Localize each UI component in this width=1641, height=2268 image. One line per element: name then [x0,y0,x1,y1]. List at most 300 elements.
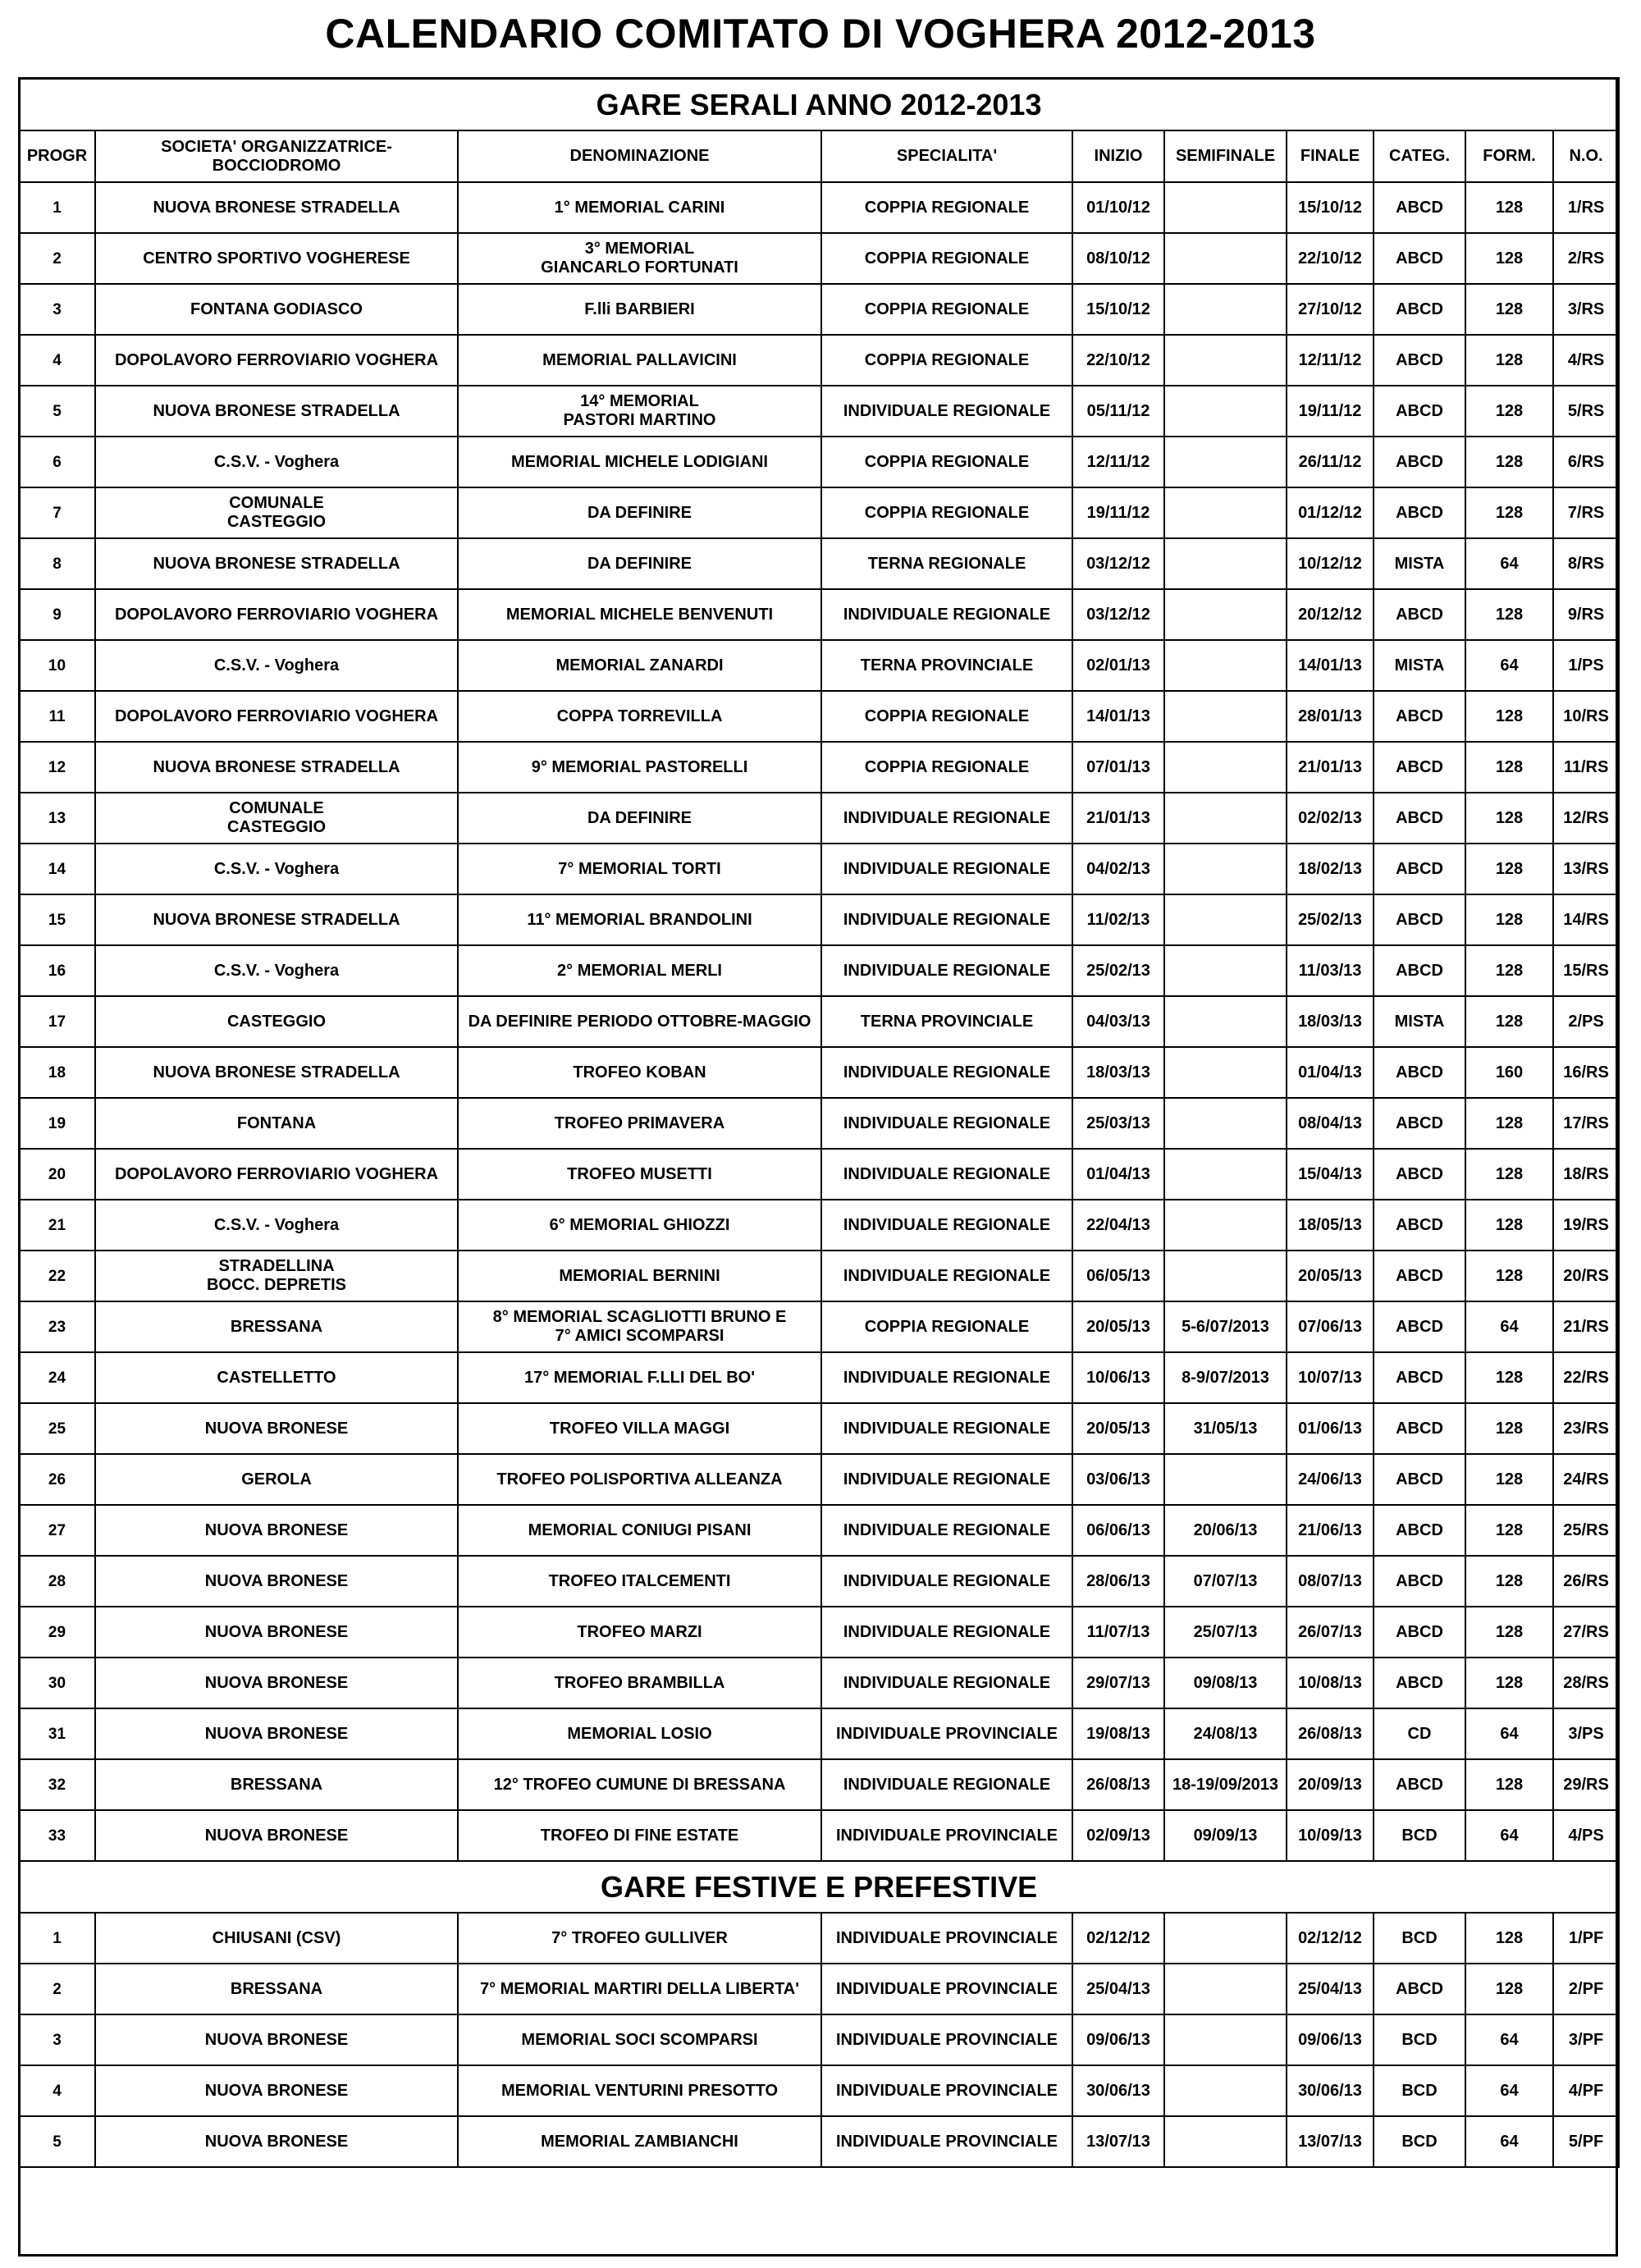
cell-specialita: INDIVIDUALE REGIONALE [821,386,1072,437]
cell-denominazione-line: 11° MEMORIAL BRANDOLINI [527,910,752,929]
cell-denominazione-line: 3° MEMORIAL [584,240,695,258]
cell-progr: 13 [19,793,95,844]
cell-no: 25/RS [1553,1505,1619,1556]
cell-inizio: 25/03/13 [1072,1098,1164,1149]
cell-denominazione-line: DA DEFINIRE [587,808,693,827]
cell-no: 16/RS [1553,1047,1619,1098]
cell-form: 160 [1465,1047,1553,1098]
cell-finale: 11/03/13 [1287,945,1374,996]
cell-form: 128 [1465,1251,1553,1301]
cell-societa-line: C.S.V. - Voghera [213,1215,340,1234]
cell-no: 17/RS [1553,1098,1619,1149]
cell-finale: 27/10/12 [1287,284,1374,335]
cell-form: 128 [1465,1403,1553,1454]
section-title-festive-text: GARE FESTIVE E PREFESTIVE [19,1861,1619,1913]
cell-categ: BCD [1374,2116,1465,2167]
cell-finale: 18/03/13 [1287,996,1374,1047]
cell-progr: 22 [19,1251,95,1301]
cell-denominazione-line: DA DEFINIRE PERIODO OTTOBRE-MAGGIO [468,1012,811,1031]
cell-progr: 5 [19,2116,95,2167]
cell-inizio: 20/05/13 [1072,1301,1164,1352]
cell-progr: 12 [19,742,95,793]
cell-no: 2/RS [1553,233,1619,284]
cell-form: 128 [1465,284,1553,335]
cell-progr: 32 [19,1759,95,1810]
cell-no: 4/RS [1553,335,1619,386]
cell-finale: 01/04/13 [1287,1047,1374,1098]
cell-specialita: INDIVIDUALE REGIONALE [821,1403,1072,1454]
cell-societa-line: NUOVA BRONESE [204,1622,349,1641]
cell-specialita: COPPIA REGIONALE [821,182,1072,233]
cell-specialita: TERNA REGIONALE [821,538,1072,589]
cell-societa-line: BRESSANA [230,1775,323,1794]
cell-inizio: 06/05/13 [1072,1251,1164,1301]
cell-denominazione-line: TROFEO PRIMAVERA [554,1113,725,1132]
cell-denominazione-line: MEMORIAL MICHELE LODIGIANI [511,452,768,471]
cell-societa-line: NUOVA BRONESE STRADELLA [153,910,400,929]
cell-progr: 3 [19,284,95,335]
cell-specialita: INDIVIDUALE REGIONALE [821,1200,1072,1251]
cell-no: 1/RS [1553,182,1619,233]
cell-inizio: 30/06/13 [1072,2065,1164,2116]
cell-form: 128 [1465,182,1553,233]
cell-form: 128 [1465,894,1553,945]
cell-semifinale: 18-19/09/2013 [1164,1759,1287,1810]
cell-inizio: 29/07/13 [1072,1658,1164,1708]
cell-inizio: 20/05/13 [1072,1403,1164,1454]
cell-categ: ABCD [1374,1556,1465,1607]
cell-denominazione-line: TROFEO MARZI [577,1622,702,1641]
cell-specialita: COPPIA REGIONALE [821,1301,1072,1352]
cell-societa-line: FONTANA [236,1113,317,1132]
cell-categ: ABCD [1374,1301,1465,1352]
cell-form: 128 [1465,1964,1553,2014]
cell-form: 64 [1465,640,1553,691]
cell-no: 15/RS [1553,945,1619,996]
cell-inizio: 25/02/13 [1072,945,1164,996]
cell-finale: 24/06/13 [1287,1454,1374,1505]
cell-categ: ABCD [1374,1454,1465,1505]
cell-denominazione-line: 1° MEMORIAL CARINI [554,198,725,217]
cell-progr: 8 [19,538,95,589]
cell-societa-line: COMUNALE [229,799,324,817]
cell-finale: 09/06/13 [1287,2014,1374,2065]
cell-societa-line: C.S.V. - Voghera [213,452,340,471]
cell-categ: BCD [1374,1913,1465,1964]
cell-progr: 14 [19,844,95,894]
cell-inizio: 04/03/13 [1072,996,1164,1047]
header-finale: FINALE [1287,130,1374,182]
cell-progr: 9 [19,589,95,640]
cell-societa-line: NUOVA BRONESE [204,1571,349,1590]
cell-inizio: 01/10/12 [1072,182,1164,233]
cell-progr: 24 [19,1352,95,1403]
cell-finale: 02/02/13 [1287,793,1374,844]
cell-finale: 21/06/13 [1287,1505,1374,1556]
cell-inizio: 03/12/12 [1072,538,1164,589]
cell-specialita: COPPIA REGIONALE [821,437,1072,487]
cell-societa-line: BRESSANA [230,1979,323,1998]
cell-no: 3/PF [1553,2014,1619,2065]
cell-finale: 12/11/12 [1287,335,1374,386]
cell-semifinale: 20/06/13 [1164,1505,1287,1556]
cell-inizio: 10/06/13 [1072,1352,1164,1403]
cell-form: 128 [1465,1149,1553,1200]
cell-denominazione-line: 8° MEMORIAL SCAGLIOTTI BRUNO E [492,1308,787,1326]
cell-finale: 10/07/13 [1287,1352,1374,1403]
cell-semifinale: 5-6/07/2013 [1164,1301,1287,1352]
cell-denominazione-line: 7° MEMORIAL MARTIRI DELLA LIBERTA' [479,1979,800,1998]
cell-categ: ABCD [1374,894,1465,945]
cell-no: 1/PF [1553,1913,1619,1964]
cell-form: 128 [1465,996,1553,1047]
cell-categ: ABCD [1374,1251,1465,1301]
cell-progr: 29 [19,1607,95,1658]
cell-denominazione-line: TROFEO DI FINE ESTATE [540,1826,739,1845]
cell-finale: 26/08/13 [1287,1708,1374,1759]
cell-inizio: 02/01/13 [1072,640,1164,691]
cell-inizio: 15/10/12 [1072,284,1164,335]
cell-finale: 26/11/12 [1287,437,1374,487]
cell-progr: 26 [19,1454,95,1505]
cell-denominazione-line: DA DEFINIRE [587,503,693,522]
cell-denominazione-line: 7° MEMORIAL TORTI [558,859,721,878]
cell-progr: 15 [19,894,95,945]
cell-no: 1/PS [1553,640,1619,691]
header-semifinale: SEMIFINALE [1164,130,1287,182]
cell-no: 3/PS [1553,1708,1619,1759]
cell-societa-line: NUOVA BRONESE STRADELLA [153,757,400,776]
cell-societa-line: C.S.V. - Voghera [213,656,340,674]
cell-semifinale: 24/08/13 [1164,1708,1287,1759]
cell-specialita: COPPIA REGIONALE [821,284,1072,335]
cell-no: 13/RS [1553,844,1619,894]
cell-form: 128 [1465,945,1553,996]
cell-no: 4/PF [1553,2065,1619,2116]
cell-progr: 6 [19,437,95,487]
cell-no: 8/RS [1553,538,1619,589]
cell-progr: 4 [19,2065,95,2116]
cell-categ: BCD [1374,1810,1465,1861]
cell-denominazione-line: MEMORIAL CONIUGI PISANI [528,1520,752,1539]
cell-societa-line: CASTEGGIO [226,1012,326,1031]
cell-denominazione-line: 6° MEMORIAL GHIOZZI [549,1215,730,1234]
cell-no: 24/RS [1553,1454,1619,1505]
cell-form: 64 [1465,2065,1553,2116]
cell-progr: 28 [19,1556,95,1607]
cell-societa-line: NUOVA BRONESE STRADELLA [153,401,400,420]
cell-inizio: 02/09/13 [1072,1810,1164,1861]
cell-denominazione-line: TROFEO BRAMBILLA [554,1673,725,1692]
cell-inizio: 03/06/13 [1072,1454,1164,1505]
cell-form: 64 [1465,2116,1553,2167]
table-frame [18,77,1618,2257]
cell-progr: 1 [19,1913,95,1964]
cell-categ: ABCD [1374,1149,1465,1200]
cell-form: 128 [1465,742,1553,793]
cell-inizio: 13/07/13 [1072,2116,1164,2167]
cell-progr: 20 [19,1149,95,1200]
cell-specialita: INDIVIDUALE REGIONALE [821,1759,1072,1810]
cell-form: 128 [1465,1352,1553,1403]
cell-inizio: 06/06/13 [1072,1505,1164,1556]
cell-inizio: 02/12/12 [1072,1913,1164,1964]
cell-no: 2/PS [1553,996,1619,1047]
cell-specialita: INDIVIDUALE REGIONALE [821,945,1072,996]
cell-societa-line: FONTANA GODIASCO [190,300,363,318]
cell-categ: ABCD [1374,437,1465,487]
cell-specialita: COPPIA REGIONALE [821,335,1072,386]
cell-no: 10/RS [1553,691,1619,742]
cell-categ: ABCD [1374,844,1465,894]
cell-categ: MISTA [1374,640,1465,691]
cell-inizio: 22/04/13 [1072,1200,1164,1251]
cell-societa-line: DOPOLAVORO FERROVIARIO VOGHERA [114,706,439,725]
cell-specialita: INDIVIDUALE PROVINCIALE [821,1913,1072,1964]
cell-categ: ABCD [1374,182,1465,233]
cell-finale: 13/07/13 [1287,2116,1374,2167]
cell-societa-line: NUOVA BRONESE [204,2081,349,2100]
cell-societa-line: NUOVA BRONESE STRADELLA [153,198,400,217]
cell-finale: 02/12/12 [1287,1913,1374,1964]
cell-societa-line: NUOVA BRONESE [204,1724,349,1743]
cell-inizio: 26/08/13 [1072,1759,1164,1810]
cell-specialita: INDIVIDUALE PROVINCIALE [821,1964,1072,2014]
cell-no: 20/RS [1553,1251,1619,1301]
cell-specialita: INDIVIDUALE REGIONALE [821,1251,1072,1301]
cell-form: 128 [1465,233,1553,284]
cell-inizio: 08/10/12 [1072,233,1164,284]
cell-specialita: INDIVIDUALE REGIONALE [821,1607,1072,1658]
cell-form: 128 [1465,1200,1553,1251]
cell-societa-line: DOPOLAVORO FERROVIARIO VOGHERA [114,1164,439,1183]
cell-no: 21/RS [1553,1301,1619,1352]
cell-finale: 25/04/13 [1287,1964,1374,2014]
cell-specialita: INDIVIDUALE REGIONALE [821,1658,1072,1708]
cell-denominazione-line: 14° MEMORIAL [580,392,699,410]
cell-denominazione-line: TROFEO POLISPORTIVA ALLEANZA [496,1470,783,1488]
cell-specialita: INDIVIDUALE REGIONALE [821,1454,1072,1505]
cell-finale: 19/11/12 [1287,386,1374,437]
cell-semifinale: 8-9/07/2013 [1164,1352,1287,1403]
cell-specialita: TERNA PROVINCIALE [821,996,1072,1047]
cell-denominazione-line: MEMORIAL MICHELE BENVENUTI [505,605,774,624]
cell-denominazione-line: MEMORIAL SOCI SCOMPARSI [521,2030,758,2049]
cell-societa-line: NUOVA BRONESE STRADELLA [153,1063,400,1081]
cell-progr: 11 [19,691,95,742]
cell-specialita: INDIVIDUALE REGIONALE [821,894,1072,945]
cell-denominazione-line: MEMORIAL LOSIO [567,1724,712,1743]
cell-form: 128 [1465,487,1553,538]
cell-form: 64 [1465,538,1553,589]
cell-finale: 08/04/13 [1287,1098,1374,1149]
cell-denominazione-line: MEMORIAL PALLAVICINI [542,350,737,369]
cell-categ: ABCD [1374,945,1465,996]
cell-specialita: COPPIA REGIONALE [821,691,1072,742]
cell-specialita: INDIVIDUALE PROVINCIALE [821,2116,1072,2167]
cell-categ: CD [1374,1708,1465,1759]
cell-inizio: 01/04/13 [1072,1149,1164,1200]
cell-finale: 22/10/12 [1287,233,1374,284]
cell-categ: ABCD [1374,1607,1465,1658]
cell-progr: 17 [19,996,95,1047]
cell-form: 64 [1465,1301,1553,1352]
cell-societa-line: NUOVA BRONESE [204,1520,349,1539]
cell-form: 128 [1465,1098,1553,1149]
cell-categ: ABCD [1374,1658,1465,1708]
cell-no: 5/RS [1553,386,1619,437]
cell-inizio: 22/10/12 [1072,335,1164,386]
cell-finale: 10/12/12 [1287,538,1374,589]
cell-denominazione-line: MEMORIAL ZANARDI [555,656,724,674]
cell-no: 3/RS [1553,284,1619,335]
cell-finale: 26/07/13 [1287,1607,1374,1658]
cell-no: 19/RS [1553,1200,1619,1251]
cell-denominazione-line: 7° AMICI SCOMPARSI [555,1327,725,1345]
cell-denominazione-line: TROFEO VILLA MAGGI [549,1419,730,1438]
cell-no: 29/RS [1553,1759,1619,1810]
cell-finale: 01/12/12 [1287,487,1374,538]
cell-form: 128 [1465,844,1553,894]
cell-categ: ABCD [1374,1505,1465,1556]
cell-societa-line: NUOVA BRONESE [204,2030,349,2049]
cell-societa-line: CHIUSANI (CSV) [212,1928,341,1947]
cell-categ: ABCD [1374,1047,1465,1098]
cell-inizio: 05/11/12 [1072,386,1164,437]
cell-specialita: INDIVIDUALE REGIONALE [821,1556,1072,1607]
header-specialita: SPECIALITA' [821,130,1072,182]
cell-categ: ABCD [1374,386,1465,437]
cell-progr: 25 [19,1403,95,1454]
cell-denominazione-line: 17° MEMORIAL F.LLI DEL BO' [524,1368,755,1387]
cell-categ: ABCD [1374,1759,1465,1810]
cell-categ: BCD [1374,2065,1465,2116]
cell-form: 128 [1465,1658,1553,1708]
cell-semifinale: 25/07/13 [1164,1607,1287,1658]
cell-specialita: INDIVIDUALE REGIONALE [821,844,1072,894]
cell-progr: 10 [19,640,95,691]
cell-specialita: INDIVIDUALE REGIONALE [821,1047,1072,1098]
cell-denominazione-line: TROFEO MUSETTI [567,1164,712,1183]
cell-categ: ABCD [1374,691,1465,742]
cell-categ: ABCD [1374,284,1465,335]
cell-categ: ABCD [1374,1200,1465,1251]
cell-categ: ABCD [1374,335,1465,386]
cell-semifinale: 09/09/13 [1164,1810,1287,1861]
header-progr: PROGR [19,130,95,182]
header-no: N.O. [1553,130,1619,182]
header-form: FORM. [1465,130,1553,182]
cell-categ: BCD [1374,2014,1465,2065]
cell-categ: MISTA [1374,538,1465,589]
cell-societa-line: CASTEGGIO [226,818,326,836]
cell-no: 4/PS [1553,1810,1619,1861]
cell-societa-line: BOCC. DEPRETIS [206,1276,347,1294]
cell-no: 2/PF [1553,1964,1619,2014]
cell-form: 64 [1465,2014,1553,2065]
cell-specialita: INDIVIDUALE PROVINCIALE [821,1810,1072,1861]
cell-no: 22/RS [1553,1352,1619,1403]
cell-finale: 15/04/13 [1287,1149,1374,1200]
cell-denominazione-line: F.lli BARBIERI [584,300,695,318]
cell-no: 26/RS [1553,1556,1619,1607]
header-societa-line1: SOCIETA' ORGANIZZATRICE- [161,137,392,156]
cell-societa-line: NUOVA BRONESE [204,1826,349,1845]
cell-denominazione-line: GIANCARLO FORTUNATI [541,258,738,277]
cell-progr: 18 [19,1047,95,1098]
cell-categ: ABCD [1374,1964,1465,2014]
cell-form: 128 [1465,437,1553,487]
cell-specialita: COPPIA REGIONALE [821,233,1072,284]
cell-progr: 16 [19,945,95,996]
cell-inizio: 14/01/13 [1072,691,1164,742]
cell-progr: 19 [19,1098,95,1149]
section-title-serali-text: GARE SERALI ANNO 2012-2013 [19,78,1619,130]
cell-societa-line: CENTRO SPORTIVO VOGHERESE [143,249,410,267]
cell-inizio: 03/12/12 [1072,589,1164,640]
cell-denominazione-line: DA DEFINIRE [587,554,693,573]
cell-form: 128 [1465,1505,1553,1556]
cell-progr: 21 [19,1200,95,1251]
cell-societa-line: C.S.V. - Voghera [213,961,340,980]
cell-no: 23/RS [1553,1403,1619,1454]
cell-denominazione-line: MEMORIAL VENTURINI PRESOTTO [501,2081,779,2100]
cell-specialita: TERNA PROVINCIALE [821,640,1072,691]
cell-no: 12/RS [1553,793,1619,844]
cell-categ: ABCD [1374,1403,1465,1454]
cell-form: 128 [1465,691,1553,742]
cell-categ: ABCD [1374,1352,1465,1403]
cell-finale: 18/02/13 [1287,844,1374,894]
cell-societa-line: CASTELLETTO [217,1368,336,1387]
cell-semifinale: 07/07/13 [1164,1556,1287,1607]
cell-specialita: INDIVIDUALE REGIONALE [821,589,1072,640]
cell-no: 5/PF [1553,2116,1619,2167]
cell-inizio: 07/01/13 [1072,742,1164,793]
cell-inizio: 19/11/12 [1072,487,1164,538]
cell-form: 128 [1465,1759,1553,1810]
cell-categ: ABCD [1374,487,1465,538]
cell-form: 64 [1465,1708,1553,1759]
cell-progr: 7 [19,487,95,538]
cell-finale: 18/05/13 [1287,1200,1374,1251]
cell-finale: 10/09/13 [1287,1810,1374,1861]
cell-inizio: 04/02/13 [1072,844,1164,894]
cell-finale: 21/01/13 [1287,742,1374,793]
cell-societa-line: NUOVA BRONESE STRADELLA [153,554,400,573]
cell-inizio: 11/02/13 [1072,894,1164,945]
cell-progr: 27 [19,1505,95,1556]
cell-societa-line: BRESSANA [230,1317,323,1336]
cell-progr: 2 [19,1964,95,2014]
cell-finale: 07/06/13 [1287,1301,1374,1352]
cell-progr: 31 [19,1708,95,1759]
cell-no: 27/RS [1553,1607,1619,1658]
cell-denominazione-line: MEMORIAL ZAMBIANCHI [541,2132,738,2151]
cell-denominazione-line: 7° TROFEO GULLIVER [551,1928,728,1947]
cell-specialita: INDIVIDUALE REGIONALE [821,793,1072,844]
cell-form: 128 [1465,1607,1553,1658]
cell-societa-line: NUOVA BRONESE [204,1419,349,1438]
cell-inizio: 19/08/13 [1072,1708,1164,1759]
cell-finale: 20/12/12 [1287,589,1374,640]
cell-progr: 4 [19,335,95,386]
cell-categ: ABCD [1374,742,1465,793]
cell-specialita: INDIVIDUALE PROVINCIALE [821,1708,1072,1759]
cell-denominazione-line: TROFEO ITALCEMENTI [548,1571,731,1590]
cell-inizio: 11/07/13 [1072,1607,1164,1658]
cell-no: 18/RS [1553,1149,1619,1200]
